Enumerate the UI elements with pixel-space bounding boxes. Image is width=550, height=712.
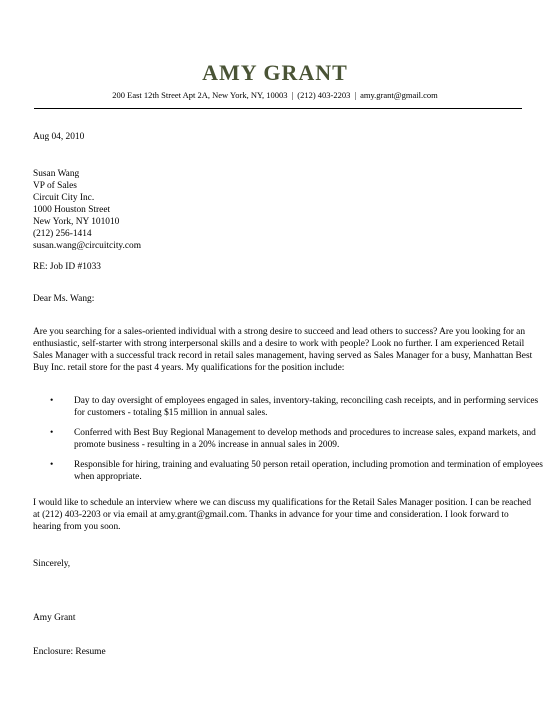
paragraph-line: enthusiastic, self-starter with strong interpersonal skills and a desire to work with people? Look no further. I am experienced Retail: [33, 339, 525, 349]
paragraph-line: Sales Manager with a successful track record in retail sales management, having served as Sales Manager for a busy, Manhattan Best: [33, 351, 533, 361]
recipient-phone: (212) 256-1414: [33, 229, 92, 239]
sender-contact-line: [0, 90, 550, 101]
separator: |: [291, 90, 294, 100]
bullet-icon: •: [50, 396, 54, 406]
separator: |: [354, 90, 357, 100]
list-item-line: Responsible for hiring, training and evaluating 50 person retail operation, including promotion and termination of employees: [74, 460, 543, 470]
bullet-icon: •: [50, 460, 54, 470]
enclosure-line: Enclosure: Resume: [33, 647, 106, 657]
recipient-block: [33, 168, 521, 252]
sender-phone: (212) 403-2203: [297, 90, 351, 100]
sender-address: 200 East 12th Street Apt 2A, New York, NY, 10003: [112, 90, 288, 100]
salutation: Dear Ms. Wang:: [33, 294, 95, 304]
signature-name: Amy Grant: [33, 613, 76, 623]
list-item-text: [74, 427, 536, 451]
sender-name: AMY GRANT: [202, 60, 348, 85]
paragraph-line: I would like to schedule an interview where we can discuss my qualifications for the Retail Sales Manager position. I can be reached: [33, 498, 532, 508]
paragraph-line: hearing from you soon.: [33, 522, 121, 532]
paragraph-line: Buy Inc. retail store for the past 4 years. My qualifications for the position include:: [33, 363, 345, 373]
reference-line: RE: Job ID #1033: [33, 262, 101, 272]
list-item-line: Day to day oversight of employees engaged in sales, inventory-taking, reconciling cash receipts, and in performing services: [74, 396, 539, 406]
list-item-line: for customers - totaling $15 million in annual sales.: [74, 408, 268, 418]
closing-paragraph: [33, 497, 532, 533]
list-item-line: promote business - resulting in a 20% increase in annual sales in 2009.: [74, 440, 340, 450]
header-divider: [34, 108, 522, 109]
intro-paragraph: [33, 326, 533, 374]
paragraph-line: at (212) 403-2203 or via email at amy.grant@gmail.com. Thanks in advance for your time and consideration. I look forward to: [33, 510, 509, 520]
bullet-icon: •: [50, 428, 54, 438]
list-item-line: when appropriate.: [74, 472, 142, 482]
recipient-email: susan.wang@circuitcity.com: [33, 241, 141, 251]
list-item-text: [74, 459, 543, 483]
recipient-city: New York, NY 101010: [33, 217, 120, 227]
recipient-street: 1000 Houston Street: [33, 205, 111, 215]
list-item-line: Conferred with Best Buy Regional Management to develop methods and procedures to increase sales, expand markets, and: [74, 428, 536, 438]
paragraph-line: Are you searching for a sales-oriented individual with a strong desire to succeed and lead others to success? Are you looking for an: [33, 327, 526, 337]
list-item-text: [74, 395, 538, 419]
recipient-name: Susan Wang: [33, 169, 80, 179]
recipient-company: Circuit City Inc.: [33, 193, 95, 203]
letter-date: Aug 04, 2010: [33, 132, 85, 142]
sender-email: amy.grant@gmail.com: [360, 90, 438, 100]
recipient-title: VP of Sales: [33, 181, 77, 191]
signoff: Sincerely,: [33, 559, 71, 569]
